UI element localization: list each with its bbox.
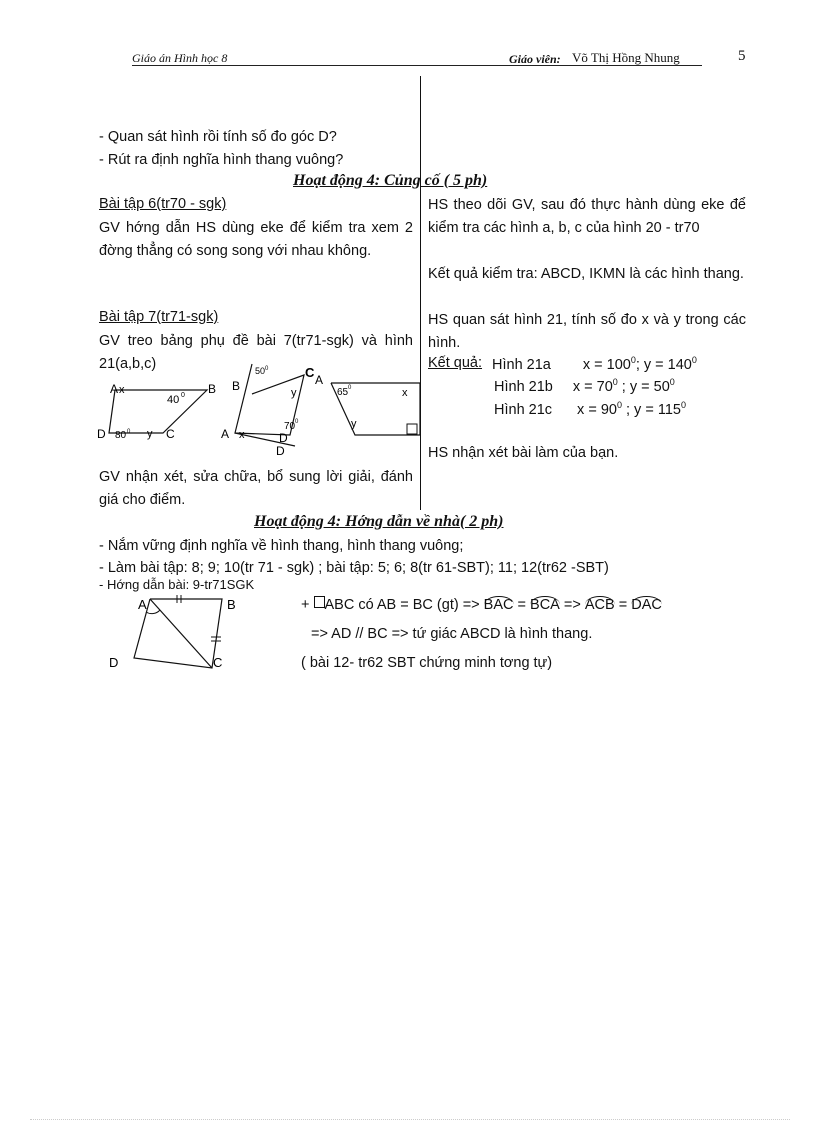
figure-21c-right-angle: [407, 424, 417, 434]
result-fig-a: Hình 21a: [492, 356, 551, 373]
figure-21a-label-x: x: [119, 384, 125, 396]
figure-21a-angle-B: 40: [167, 394, 180, 406]
result-x-b: x = 70: [572, 378, 613, 395]
column-divider: [420, 76, 421, 510]
figure-21b-label-C: C: [305, 365, 315, 380]
figure-21a-angle-D-deg: 0: [127, 429, 131, 435]
figure-ex9-label-A: A: [138, 597, 147, 612]
home-line-3: - Hớng dẫn bài: 9-tr71SGK: [99, 577, 255, 592]
check-result: Kết quả kiểm tra: ABCD, IKMN là các hình thang.: [428, 266, 744, 282]
figure-21b-label-B: B: [232, 379, 241, 393]
home-line-1: - Nắm vững định nghĩa về hình thang, hình thang vuông;: [99, 538, 464, 554]
header-subject: Giáo án Hình học 8: [132, 51, 228, 65]
result-row-b: Hình 21b $x = 70^0$ ; $y = 50^0$: [494, 377, 675, 395]
figure-21b-angle-B-deg: 0: [265, 366, 269, 372]
result-row-c: Hình 21c $x = 90^0$ ; $y = 115^0$: [494, 400, 686, 418]
figure-21b-label-y: y: [291, 387, 297, 399]
proof-line-2: => AD // BC => tứ giác ABCD là hình thang.: [311, 626, 593, 642]
figure-21c-angle: 65: [337, 387, 349, 398]
figure-21: [95, 360, 420, 465]
figure-21c-label-x: x: [402, 387, 408, 399]
figure-ex9: [100, 592, 240, 672]
figure-21a-label-y: y: [147, 428, 153, 440]
figure-21b-angle-D: 70: [284, 421, 296, 432]
result-x-c: x = 90: [577, 401, 617, 418]
figure-ex9-label-C: C: [213, 655, 223, 670]
proof-line-1: + ABC có AB = BC (gt) => BAC = BCA => ACB = DAC: [301, 597, 662, 613]
section-title-consolidate: Hoạt động 4: Củng cố ( 5 ph): [293, 172, 488, 189]
figure-21b-angle-D-deg: 0: [295, 419, 299, 425]
figure-21a-angle-D: 80: [115, 430, 127, 441]
figure-ex9-label-B: B: [227, 597, 236, 612]
home-line-2: - Làm bài tập: 8; 9; 10(tr 71 - sgk) ; bài tập: 5; 6; 8(tr 61-SBT); 11; 12(tr62 -SBT): [99, 560, 609, 576]
figure-21b: [221, 364, 315, 458]
teacher-conclusion: GV nhận xét, sửa chữa, bổ sung lời giải, đánh giá cho điểm.: [99, 469, 413, 508]
figure-21b-label-A: A: [221, 427, 230, 441]
angle-dac: DAC: [631, 597, 662, 613]
ex6-text: GV hớng dẫn HS dùng eke để kiểm tra xem 2 đờng thẳng có song song với nhau không.: [99, 220, 413, 259]
figure-ex9-angle-arc: [146, 610, 160, 614]
angle-acb: ACB: [584, 597, 615, 613]
figure-21a-label-D: D: [97, 427, 106, 441]
page-number: 5: [738, 48, 746, 64]
proof-triangle-text: ABC có AB = BC (gt) =>: [324, 597, 480, 613]
proof-line-3: ( bài 12- tr62 SBT chứng minh tơng tự): [301, 655, 553, 671]
figure-21b-label-D: D: [276, 444, 285, 458]
result-row-a: Hình 21a $x = 100^0$; $y = 140^0$: [492, 355, 697, 373]
figure-21b-label-D-top: D: [279, 431, 288, 445]
figure-ex9-label-D: D: [109, 655, 119, 670]
angle-bca: BCA: [530, 597, 560, 613]
figure-21c-label-A: A: [315, 373, 324, 387]
figure-21a-shape: [109, 390, 207, 433]
figure-21b-label-x: x: [239, 429, 245, 441]
figure-21c-angle-deg: 0: [348, 385, 352, 391]
result-y-b: ; y = 50: [617, 378, 670, 395]
figure-21a: [97, 382, 216, 441]
header-teacher-name: Võ Thị Hồng Nhung: [572, 50, 680, 65]
figure-21a-label-B: B: [208, 382, 217, 396]
intro-question-2: - Rút ra định nghĩa hình thang vuông?: [99, 152, 344, 168]
figure-21a-label-C: C: [166, 427, 175, 441]
result-fig-c: Hình 21c: [494, 401, 553, 418]
figure-21a-angle-B-deg: 0: [181, 392, 185, 399]
page-bottom-border: [30, 1119, 790, 1120]
student-calc: HS quan sát hình 21, tính số đo x và y trong các hình.: [428, 312, 746, 351]
header-teacher-label: Giáo viên:: [509, 52, 561, 66]
figure-21b-angle-B: 50: [255, 366, 266, 376]
figure-ex9-shape: [134, 599, 222, 668]
ex7-text: GV treo bảng phụ đề bài 7(tr71-sgk) và hình 21(a,b,c): [99, 333, 413, 372]
figure-ex9-diagonal: [150, 599, 212, 668]
student-practice: HS theo dõi GV, sau đó thực hành dùng eke để kiểm tra các hình a, b, c của hình 20 - tr70: [428, 197, 746, 236]
angle-bac: BAC: [483, 597, 514, 613]
figure-21c: [315, 373, 420, 435]
peer-review: HS nhận xét bài làm của bạn.: [428, 445, 619, 461]
ex7-title: Bài tập 7(tr71-sgk): [99, 309, 219, 325]
result-label: Kết quả:: [428, 355, 483, 371]
figure-21c-label-y: y: [351, 418, 357, 430]
figure-21a-label-A: A: [110, 382, 119, 396]
result-y-a: ; y = 140: [635, 356, 692, 373]
result-y-c: ; y = 115: [621, 401, 681, 418]
result-x-a: x = 100: [582, 356, 631, 373]
result-fig-b: Hình 21b: [494, 378, 553, 395]
ex6-title: Bài tập 6(tr70 - sgk): [99, 196, 227, 212]
triangle-icon: [314, 596, 325, 608]
intro-question-1: - Quan sát hình rồi tính số đo góc D?: [99, 129, 337, 145]
section-title-home: Hoạt động 4: Hớng dẫn về nhà( 2 ph): [254, 513, 504, 530]
